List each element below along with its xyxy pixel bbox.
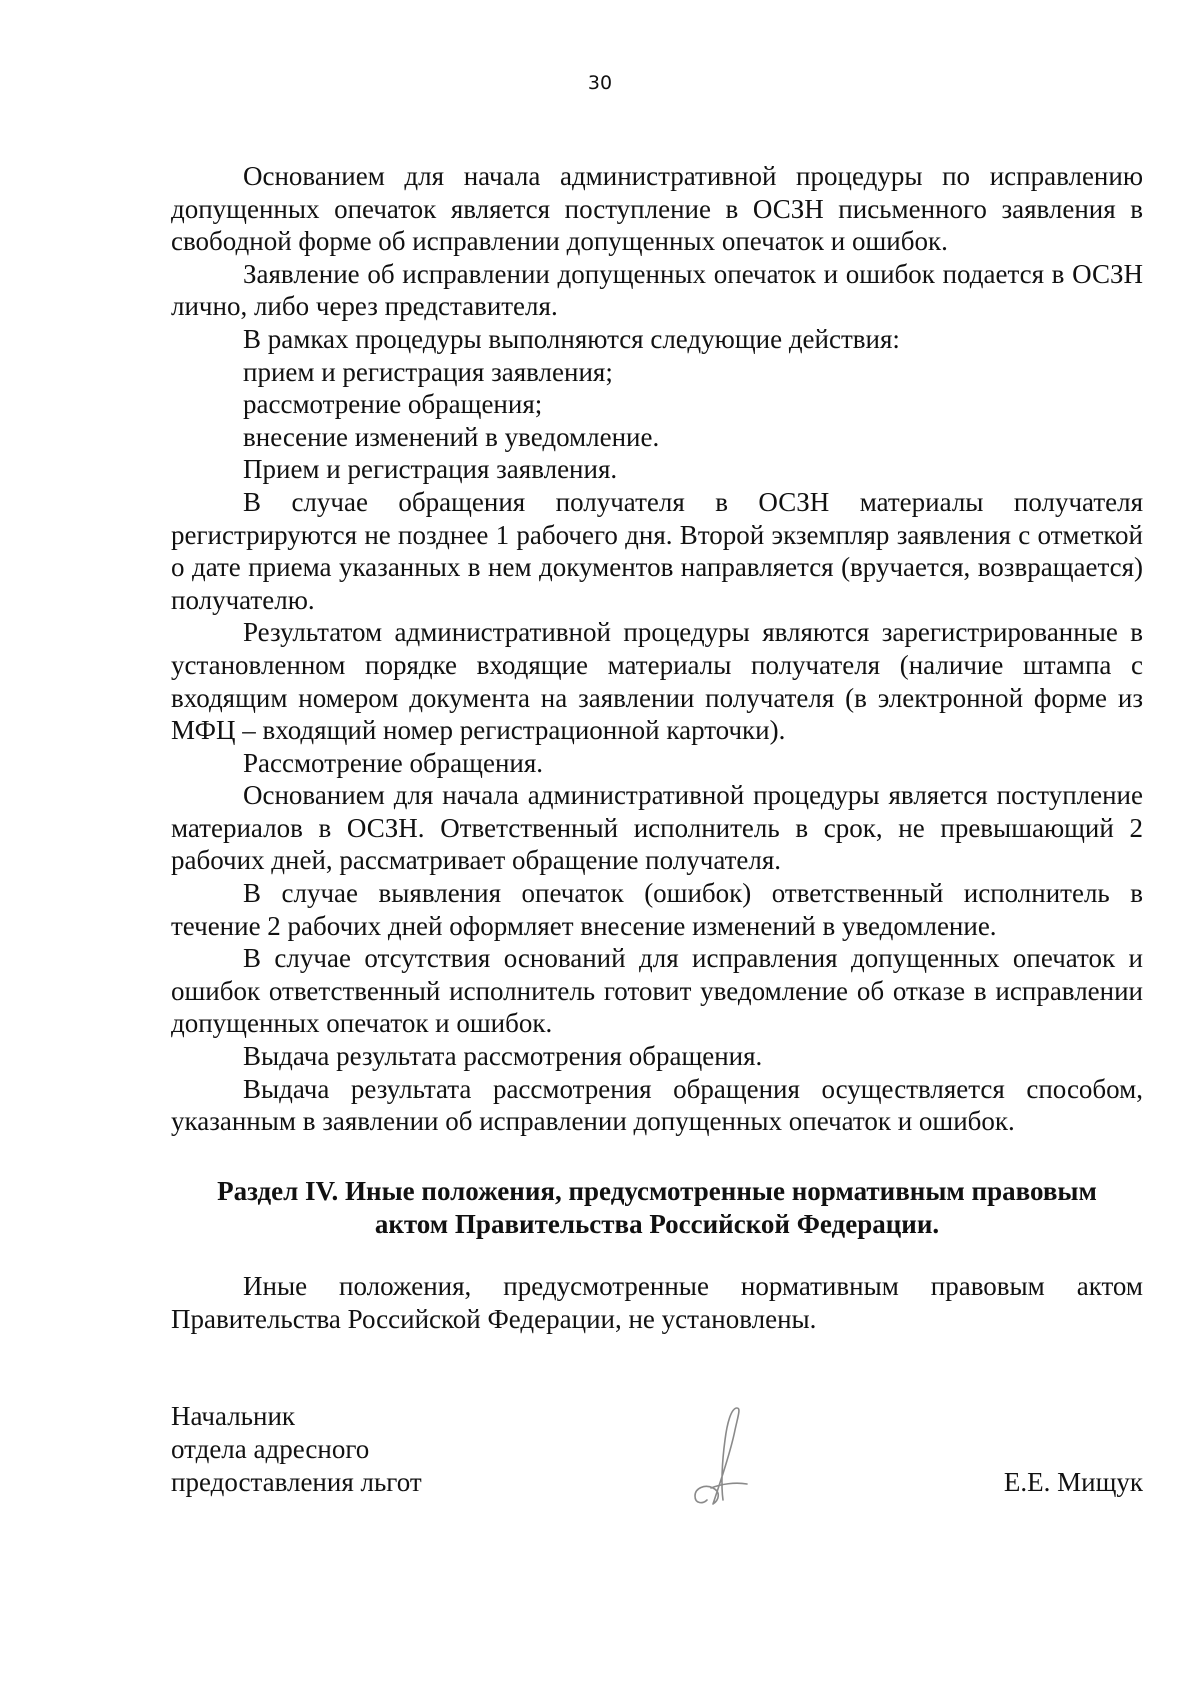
section-paragraph: Иные положения, предусмотренные нормативным правовым актом Правительства Российской Федерации, не установлены. [171,1271,1143,1334]
list-item: внесение изменений в уведомление. [243,421,660,452]
document-body [171,160,1143,1138]
section-heading [171,1175,1143,1241]
paragraph: В рамках процедуры выполняются следующие действия: [243,323,900,354]
signer-position [171,1400,422,1499]
paragraph: Результатом административной процедуры являются зарегистрированные в установленном порядке входящие материалы получателя (наличие штампа с входящим номером документа на заявлении получателя (в электронной форме из МФЦ – входящий номер регистрационной карточки). [171,617,1143,746]
subheading: Рассмотрение обращения. [243,747,544,778]
paragraph: В случае обращения получателя в ОСЗН материалы получателя регистрируются не позднее 1 рабочего дня. Второй экземпляр заявления с отметкой о дате приема указанных в нем документов направляется (вручается, возвращается) получателю. [171,486,1143,615]
signer-name: Е.Е. Мищук [1003,1467,1143,1497]
list-item: прием и регистрация заявления; [243,356,613,387]
signer-position-line: предоставления льгот [171,1467,422,1497]
paragraph: Основанием для начала административной процедуры по исправлению допущенных опечаток является поступление в ОСЗН письменного заявления в свободной форме об исправлении допущенных опечаток и ошибок. [171,161,1143,257]
page-number: 30 [587,72,613,94]
signature-block [171,1400,1143,1530]
paragraph: В случае выявления опечаток (ошибок) ответственный исполнитель в течение 2 рабочих дней оформляет внесение изменений в уведомление. [171,878,1143,941]
signer-position-line: Начальник [171,1401,296,1431]
paragraph: Выдача результата рассмотрения обращения осуществляется способом, указанным в заявлении об исправлении допущенных опечаток и ошибок. [171,1073,1143,1137]
subheading: Выдача результата рассмотрения обращения. [243,1041,763,1072]
subheading: Прием и регистрация заявления. [243,454,618,485]
paragraph: Основанием для начала административной процедуры является поступление материалов в ОСЗН. Ответственный исполнитель в срок, не превышающий 2 рабочих дней, рассматривает обращение получателя. [171,780,1143,876]
list-item: рассмотрение обращения; [243,389,543,420]
section-heading-line: Раздел IV. Иные положения, предусмотренные нормативным правовым [217,1176,1097,1206]
signer-position-line: отдела адресного [171,1434,370,1464]
section-body [171,1270,1143,1335]
paragraph: Заявление об исправлении допущенных опечаток и ошибок подается в ОСЗН лично, либо через представителя. [171,258,1143,322]
section-heading-line: актом Правительства Российской Федерации. [374,1209,940,1239]
paragraph: В случае отсутствия оснований для исправления допущенных опечаток и ошибок ответственный исполнитель готовит уведомление об отказе в исправлении допущенных опечаток и ошибок. [171,943,1143,1039]
handwritten-signature [651,1400,771,1510]
